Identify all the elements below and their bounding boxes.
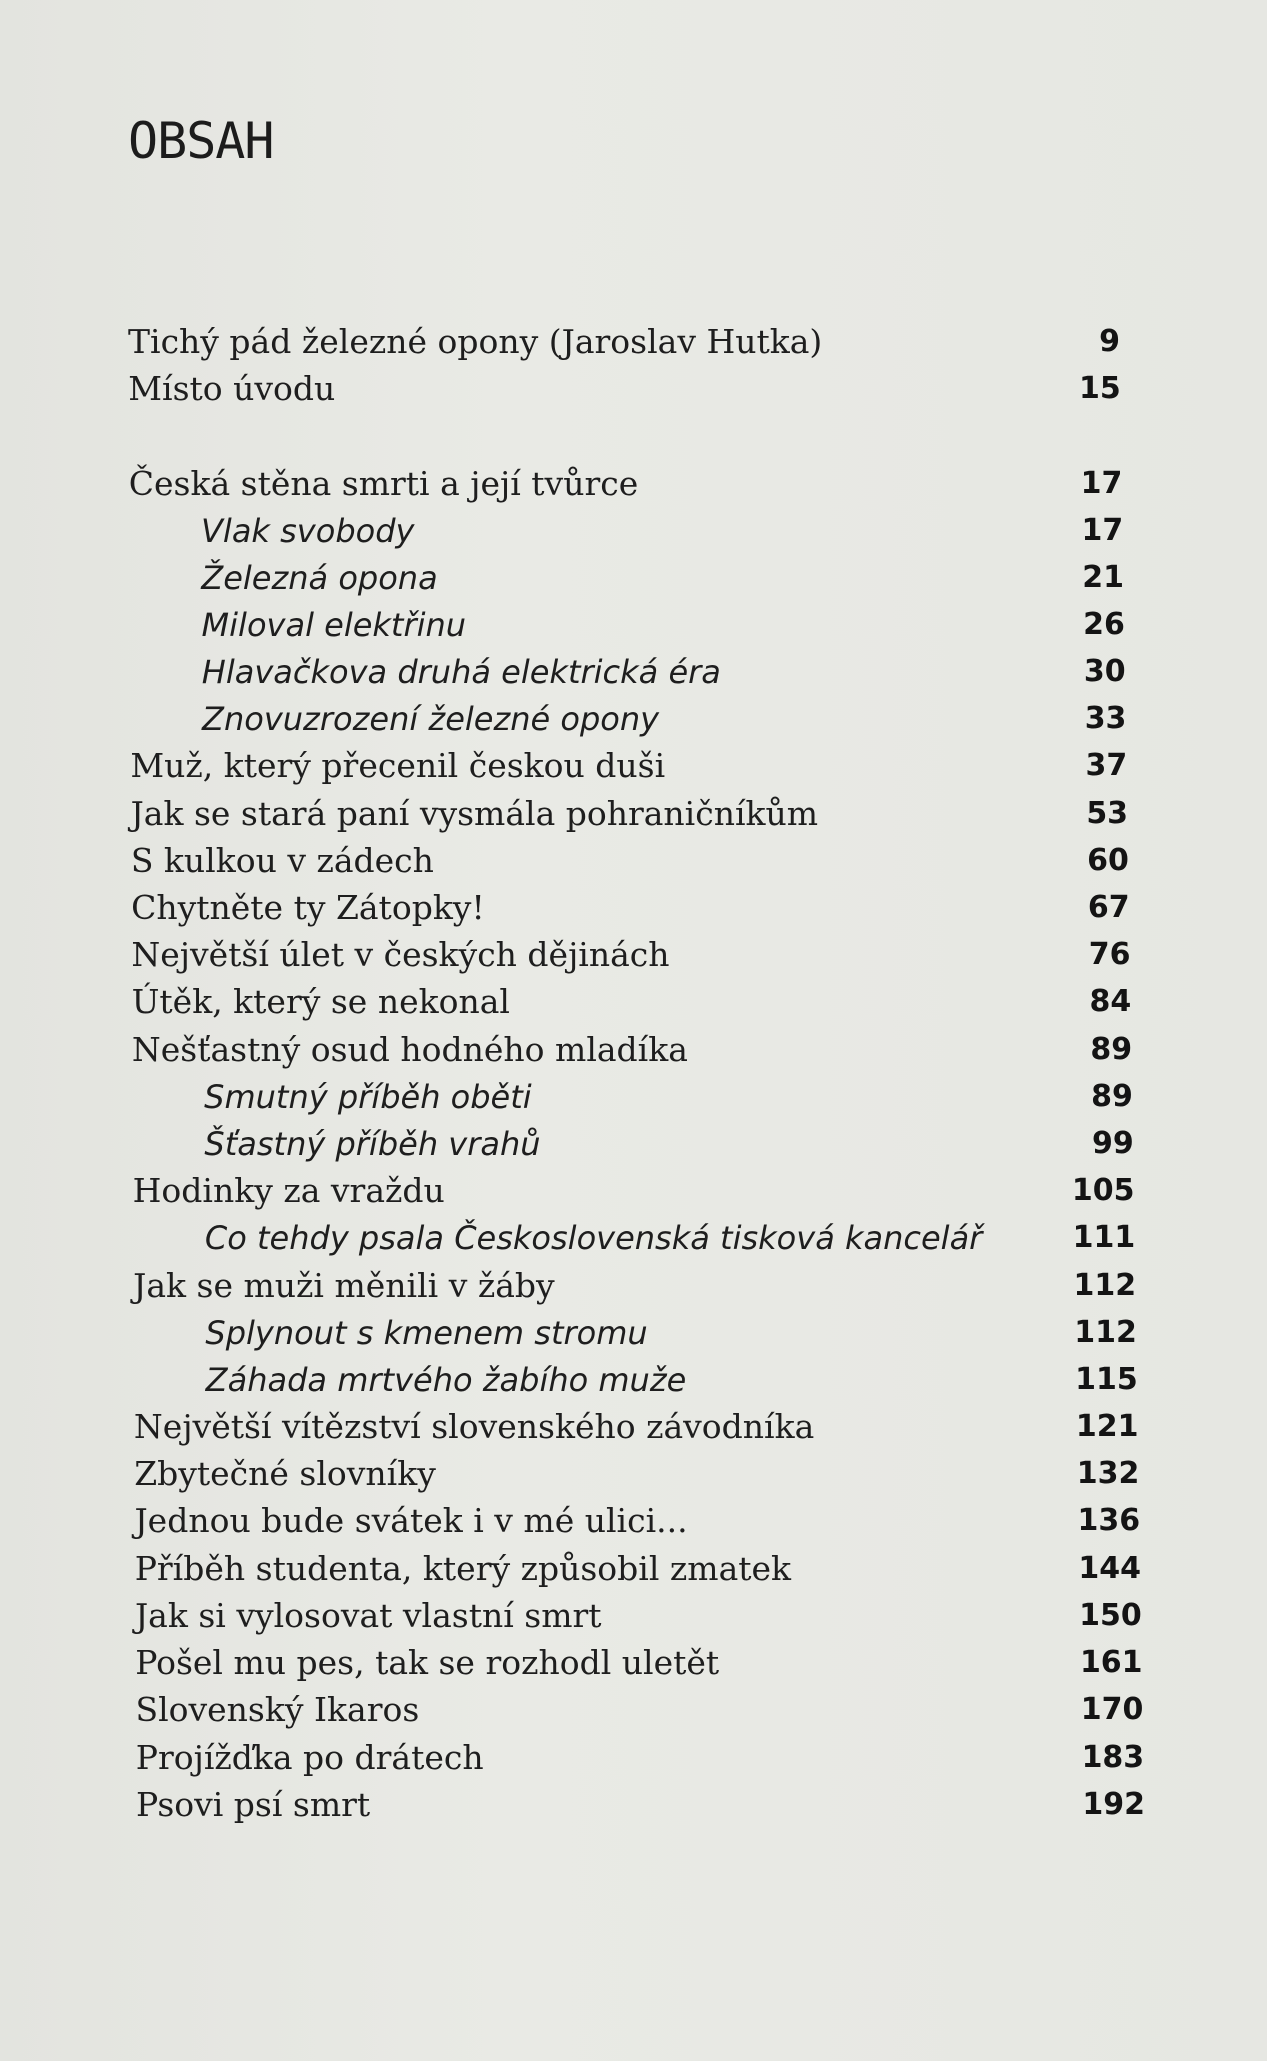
toc-entry	[0, 1734, 1267, 1782]
toc-page-number: 67	[1087, 890, 1130, 925]
toc-entry-title: S kulkou v zádech	[130, 841, 434, 880]
toc-page-number: 76	[1088, 937, 1131, 972]
toc-page-number: 115	[1075, 1362, 1138, 1397]
toc-entry	[0, 978, 1267, 1026]
toc-page-number: 136	[1077, 1503, 1141, 1538]
toc-page-number: 121	[1075, 1409, 1139, 1444]
toc-page-number: 112	[1074, 1315, 1137, 1350]
toc-entry-title: Muž, který přecenil českou duši	[130, 746, 666, 785]
toc-subentry	[0, 1073, 1267, 1121]
toc-entry-title: Česká stěna smrti a její tvůrce	[128, 464, 639, 503]
toc-page-number: 33	[1084, 701, 1127, 736]
toc-entry-title: Záhada mrtvého žabího muže	[205, 1361, 687, 1399]
toc-page-number: 53	[1086, 796, 1129, 831]
toc-entry	[0, 1026, 1267, 1074]
toc-subentry	[0, 1309, 1267, 1357]
toc-page-number: 37	[1085, 748, 1128, 783]
toc-page-number: 192	[1082, 1787, 1145, 1822]
toc-subentry	[0, 1120, 1267, 1168]
toc-page-number: 17	[1080, 466, 1123, 501]
toc-entry	[0, 1781, 1267, 1829]
toc-entry-title: Psovi psí smrt	[136, 1785, 371, 1824]
toc-page-number: 17	[1081, 513, 1124, 548]
toc-entry-title: Projížďka po drátech	[135, 1738, 484, 1777]
toc-entry-title: Jak se muži měnili v žáby	[133, 1266, 555, 1305]
toc-page-number: 15	[1079, 371, 1121, 406]
toc-entry	[0, 931, 1267, 979]
toc-entry-title: Znovuzrození železné opony	[202, 700, 660, 738]
toc-page-number: 105	[1071, 1173, 1135, 1208]
toc-page-number: 26	[1083, 607, 1125, 642]
toc-entry-title: Tichý pád železné opony (Jaroslav Hutka)	[128, 322, 823, 361]
toc-entry-title: Hodinky za vraždu	[132, 1171, 445, 1210]
toc-entry-title: Největší vítězství slovenského závodníka	[133, 1407, 815, 1446]
toc-entry	[0, 1686, 1267, 1734]
toc-entry	[0, 1639, 1267, 1687]
toc-entry	[0, 365, 1267, 413]
toc-entry-title: Pošel mu pes, tak se rozhodl uletět	[135, 1643, 720, 1682]
toc-page-number: 161	[1079, 1645, 1143, 1680]
toc-entry-title: Příběh studenta, který způsobil zmatek	[134, 1549, 792, 1588]
toc-entry	[0, 1592, 1267, 1640]
toc-page-number: 144	[1078, 1551, 1141, 1586]
toc-entry-title: Smutný příběh oběti	[204, 1078, 532, 1116]
toc-entry-title: Splynout s kmenem stromu	[205, 1314, 648, 1352]
toc-page-number: 99	[1091, 1126, 1134, 1161]
toc-entry-title: Jednou bude svátek i v mé ulici...	[134, 1501, 688, 1540]
toc-entry	[0, 1450, 1267, 1498]
toc-entry	[0, 1403, 1267, 1451]
toc-page-number: 89	[1091, 1079, 1133, 1114]
toc-entry	[0, 1262, 1267, 1310]
toc-page-number: 112	[1073, 1268, 1137, 1303]
toc-page-number: 30	[1083, 654, 1126, 689]
toc-page-number: 9	[1099, 324, 1120, 359]
toc-page-number: 60	[1087, 843, 1129, 878]
toc-entry	[0, 742, 1267, 790]
toc-entry-title: Železná opona	[201, 559, 438, 597]
toc-entry-title: Chytněte ty Zátopky!	[131, 888, 485, 927]
toc-entry-title: Zbytečné slovníky	[134, 1454, 436, 1493]
toc-subentry	[0, 1356, 1267, 1404]
toc-page-number: 111	[1072, 1220, 1136, 1255]
toc-entry	[0, 1497, 1267, 1545]
toc-entry-title: Největší úlet v českých dějinách	[131, 935, 670, 974]
toc-entry-title: Vlak svobody	[201, 512, 415, 550]
toc-page-number: 183	[1081, 1740, 1145, 1775]
toc-entry-title: Slovenský Ikaros	[135, 1690, 420, 1729]
toc-entry-title: Útěk, který se nekonal	[131, 982, 510, 1021]
toc-entry-title: Miloval elektřinu	[201, 606, 467, 644]
toc-subentry	[0, 695, 1267, 743]
toc-entry	[0, 1545, 1267, 1593]
toc-entry-title: Šťastný příběh vrahů	[204, 1125, 541, 1163]
toc-entry-title: Hlavačkova druhá elektrická éra	[201, 653, 721, 691]
toc-subentry	[0, 507, 1267, 555]
toc-entry-title: Nešťastný osud hodného mladíka	[131, 1030, 688, 1069]
toc-subentry	[0, 601, 1267, 649]
toc-entry-title: Jak se stará paní vysmála pohraničníkům	[130, 794, 819, 833]
toc-page-number: 170	[1080, 1692, 1144, 1727]
toc-entry-title: Místo úvodu	[128, 369, 336, 408]
toc-entry	[0, 884, 1267, 932]
toc-entry	[0, 460, 1267, 508]
toc-entry	[0, 837, 1267, 885]
page-title: OBSAH	[128, 112, 274, 170]
toc-subentry	[0, 1214, 1267, 1262]
toc-entry	[0, 318, 1267, 366]
toc-subentry	[0, 648, 1267, 696]
toc-page-number: 21	[1082, 560, 1125, 595]
toc-entry-title: Jak si vylosovat vlastní smrt	[134, 1596, 602, 1635]
toc-page-number: 132	[1076, 1456, 1140, 1491]
toc-subentry	[0, 554, 1267, 602]
toc-entry	[0, 1167, 1267, 1215]
toc-page-number: 150	[1079, 1598, 1142, 1633]
toc-page-number: 84	[1089, 984, 1132, 1019]
toc-entry	[0, 790, 1267, 838]
toc-page-number: 89	[1090, 1032, 1133, 1067]
toc-entry-title: Co tehdy psala Československá tisková kancelář	[204, 1219, 983, 1257]
